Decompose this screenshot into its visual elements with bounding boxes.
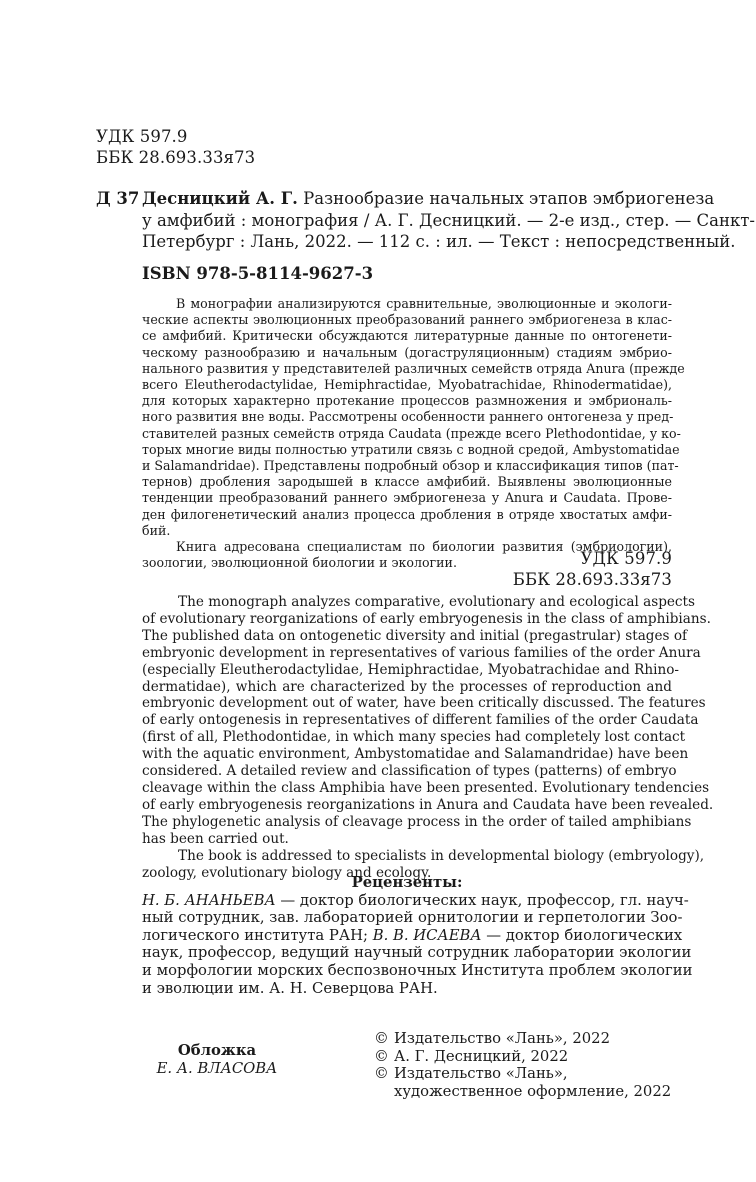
top-codes [96, 126, 255, 168]
copyright-icon: © [374, 1030, 389, 1047]
abstract-en-line: The monograph analyzes comparative, evolutionary and ecological aspects [178, 594, 695, 610]
abstract-en-line: of evolutionary reorganizations of early embryogenesis in the class of amphibians. [142, 610, 711, 627]
copyright-line: © Издательство «Лань», 2022 [374, 1030, 610, 1047]
reviewer-2-name: В. В. ИСАЕВА [372, 926, 482, 944]
right-codes [472, 548, 672, 590]
reviewers [142, 874, 693, 997]
abstract-en-line: with the aquatic environment, Ambystomatidae and Salamandridae) have been [142, 746, 689, 763]
cover-designer: Е. А. ВЛАСОВА [156, 1059, 278, 1077]
abstract-en [142, 594, 714, 881]
abstract-en-line: embryonic development out of water, have been critically discussed. The features [142, 695, 706, 712]
abstract-ru-line: ческие аспекты эволюционных преобразований раннего эмбриогенеза в клас- [142, 312, 672, 328]
copyright-line: © Издательство «Лань», [374, 1065, 568, 1083]
copyright-line: художественное оформление, 2022 [394, 1082, 672, 1100]
copyright-icon: © [374, 1047, 389, 1065]
reviewers-line-1: Н. Б. АНАНЬЕВА — доктор биологических наук, профессор, гл. науч- [142, 891, 689, 909]
reviewers-line-6: и эволюции им. А. Н. Северцова РАН. [142, 979, 438, 997]
abstract-ru-line: В монографии анализируются сравнительные, эволюционные и экологи- [176, 296, 672, 311]
citation-author: Десницкий А. Г. [142, 189, 298, 208]
abstract-en-line: considered. A detailed review and classification of types (patterns) of embryo [142, 763, 677, 780]
abstract-ru-line: ческому разнообразию и начальным (догаструляционным) стадиям эмбрио- [142, 344, 672, 360]
abstract-ru-line: и Salamandridae). Представлены подробный обзор и классификация типов (пат- [142, 458, 679, 474]
citation-line-3: Петербург : Лань, 2022. — 112 с. : ил. — Текст : непосредственный. [142, 232, 736, 252]
abstract-en-line: (first of all, Plethodontidae, in which many species had completely lost contact [142, 729, 686, 746]
abstract-en-line: of early embryogenesis reorganizations in Anura and Caudata have been revealed. [142, 796, 714, 813]
abstract-ru-line: нального развития у представителей различных семейств отряда Anura (прежде [142, 360, 685, 376]
abstract-en-line: dermatidae), which are characterized by the processes of reproduction and [142, 678, 672, 695]
abstract-ru-line: тенденции преобразований раннего эмбриогенеза у Anura и Caudata. Прове- [142, 490, 672, 506]
copyright-line: © А. Г. Десницкий, 2022 [374, 1047, 569, 1065]
audience-en-line: zoology, evolutionary biology and ecology. [142, 864, 432, 881]
reviewers-line-5: и морфологии морских беспозвоночных Института проблем экологии [142, 961, 693, 979]
abstract-ru-line: ставителей разных семейств отряда Caudata (прежде всего Plethodontidae, у ко- [142, 425, 681, 441]
reviewers-line-2: ный сотрудник, зав. лабораторией орнитологии и герпетологии Зоо- [142, 909, 683, 927]
audience-ru-line: Книга адресована специалистам по биологии развития (эмбриологии), [176, 539, 672, 555]
abstract-en-line: has been carried out. [142, 830, 289, 847]
citation-line-2: у амфибий : монография / А. Г. Десницкий. — 2-е изд., стер. — Санкт- [142, 210, 755, 230]
cover-label: Обложка [177, 1042, 257, 1059]
audience-ru-line: зоологии, эволюционной биологии и экологии. [142, 555, 457, 571]
reviewer-1-name: Н. Б. АНАНЬЕВА [142, 891, 276, 909]
cover-credit [142, 1042, 292, 1077]
reviewers-heading: Рецензенты: [351, 874, 463, 891]
bibliographic-citation [142, 188, 755, 253]
abstract-ru-line: бий. [142, 522, 171, 538]
abstract-en-line: of early ontogenesis in representatives of different families of the order Caudata [142, 712, 699, 729]
reviewers-line-4: наук, профессор, ведущий научный сотрудник лаборатории экологии [142, 944, 692, 962]
abstract-ru-line: торых многие виды полностью утратили связь с водной средой, Ambystomatidae [142, 441, 680, 457]
udk-code: УДК 597.9 [580, 549, 672, 568]
abstract-ru-line: ден филогенетический анализ процесса дробления в отряде хвостатых амфи- [142, 506, 672, 522]
abstract-en-line: The published data on ontogenetic diversity and initial (pregastrular) stages of [142, 627, 688, 644]
citation-line-1 [142, 188, 715, 210]
copyright-block [374, 1030, 674, 1100]
shelf-mark: Д 37 [96, 189, 140, 208]
abstract-ru-line: се амфибий. Критически обсуждаются литературные данные по онтогенети- [142, 328, 672, 344]
abstract-ru-line: всего Eleutherodactylidae, Hemiphractidae, Myobatrachidae, Rhinodermatidae), [142, 377, 672, 393]
abstract-ru-line: тернов) дробления зародышей в классе амфибий. Выявлены эволюционные [142, 474, 672, 490]
bbk-code: ББК 28.693.33я73 [96, 148, 256, 167]
citation-title: Разнообразие начальных этапов эмбриогенеза [303, 189, 715, 208]
bbk-code: ББК 28.693.33я73 [512, 570, 672, 589]
udk-code: УДК 597.9 [96, 127, 188, 146]
abstract-en-line: (especially Eleutherodactylidae, Hemiphractidae, Myobatrachidae and Rhino- [142, 661, 680, 678]
abstract-en-line: The phylogenetic analysis of cleavage process in the order of tailed amphibians [142, 813, 692, 830]
abstract-ru [142, 296, 685, 571]
abstract-en-line: cleavage within the class Amphibia have been presented. Evolutionary tendencies [142, 779, 710, 796]
abstract-ru-line: для которых характерно протекание процессов размножения и эмбриональ- [142, 393, 672, 409]
copyright-icon: © [374, 1065, 389, 1083]
abstract-ru-line: ного развития вне воды. Рассмотрены особенности раннего онтогенеза у пред- [142, 409, 674, 425]
audience-en-line: The book is addressed to specialists in developmental biology (embryology), [178, 847, 705, 864]
abstract-en-line: embryonic development in representatives of various families of the order Anura [142, 644, 701, 661]
isbn: ISBN 978-5-8114-9627-3 [142, 264, 374, 283]
reviewers-line-3: логического института РАН; В. В. ИСАЕВА — доктор биологических [142, 926, 683, 944]
